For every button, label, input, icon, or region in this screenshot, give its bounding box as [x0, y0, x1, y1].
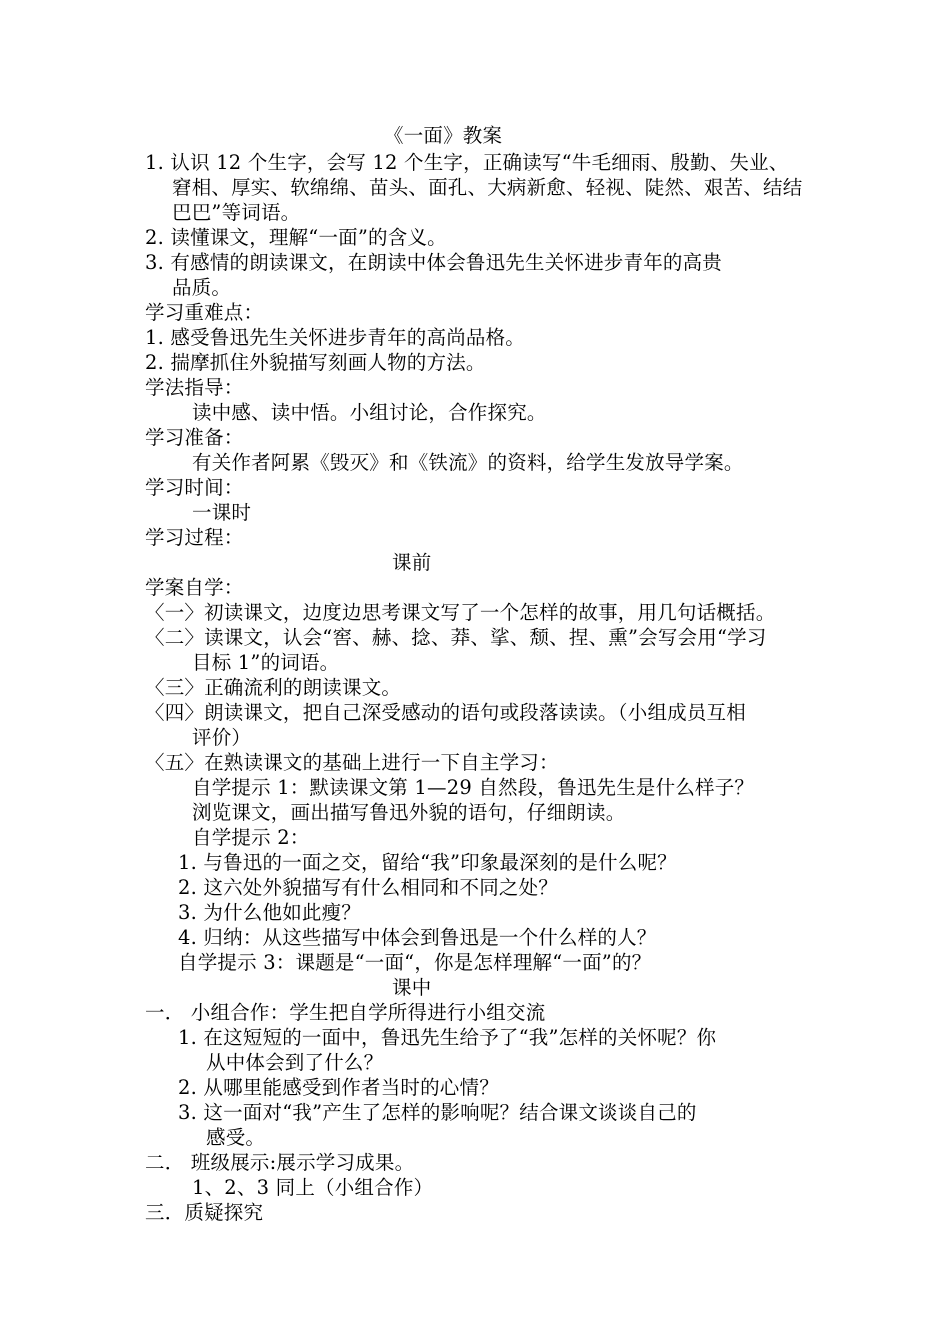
part-1-question-3-line-2: 感受。	[206, 1126, 266, 1149]
method-text: 读中感、读中悟。小组讨论，合作探究。	[192, 401, 547, 424]
self-study-item-3: 〈三〉正确流利的朗读课文。	[145, 676, 402, 699]
part-1-question-1-line-2: 从中体会到了什么？	[206, 1051, 384, 1074]
self-study-item-4-line-1: 〈四〉朗读课文，把自己深受感动的语句或段落读读。（小组成员互相	[145, 701, 746, 724]
in-class-part-2: 二． 班级展示:展示学习成果。	[145, 1151, 415, 1174]
tip-2-question-2: 2. 这六处外貌描写有什么相同和不同之处？	[178, 876, 559, 899]
self-study-item-5: 〈五〉在熟读课文的基础上进行一下自主学习：	[145, 751, 559, 774]
tip-2-heading: 自学提示 2：	[192, 826, 310, 849]
in-class-title: 课中	[392, 976, 432, 999]
preparation-heading: 学习准备：	[145, 426, 244, 449]
part-1-question-3-line-1: 3. 这一面对“我”产生了怎样的影响呢？结合课文谈谈自己的	[178, 1101, 697, 1124]
part-1-question-1-line-1: 1. 在这短短的一面中，鲁迅先生给予了“我”怎样的关怀呢？你	[178, 1026, 717, 1049]
self-study-item-2-line-1: 〈二〉读课文，认会“窖、赫、捻、莽、挲、颓、捏、熏”会写会用“学习	[145, 626, 767, 649]
tip-2-question-3: 3. 为什么他如此瘦？	[178, 901, 362, 924]
difficulties-heading: 学习重难点：	[145, 301, 264, 324]
process-heading: 学习过程：	[145, 526, 244, 549]
method-heading: 学法指导：	[145, 376, 244, 399]
objective-1-line-2: 窘相、厚实、软绵绵、苗头、面孔、大病新愈、轻视、陡然、艰苦、结结	[172, 176, 803, 199]
time-heading: 学习时间：	[145, 476, 244, 499]
in-class-part-3: 三．质疑探究	[145, 1201, 264, 1224]
before-class-title: 课前	[392, 551, 432, 574]
difficulty-2: 2. 揣摩抓住外貌描写刻画人物的方法。	[145, 351, 486, 374]
objective-2: 2. 读懂课文，理解“一面”的含义。	[145, 226, 447, 249]
self-study-item-2-line-2: 目标 1”的词语。	[192, 651, 340, 674]
self-study-heading: 学案自学：	[145, 576, 244, 599]
self-study-item-1: 〈一〉初读课文，边度边思考课文写了一个怎样的故事，用几句话概括。	[145, 601, 776, 624]
objective-1-line-3: 巴巴”等词语。	[172, 201, 301, 224]
part-1-question-2: 2. 从哪里能感受到作者当时的心情？	[178, 1076, 499, 1099]
preparation-text: 有关作者阿累《毁灭》和《铁流》的资料，给学生发放导学案。	[192, 451, 744, 474]
tip-1-line-1: 自学提示 1：默读课文第 1—29 自然段，鲁迅先生是什么样子？	[192, 776, 755, 799]
tip-1-line-2: 浏览课文，画出描写鲁迅外貌的语句，仔细朗读。	[192, 801, 626, 824]
objective-3-line-2: 品质。	[172, 276, 232, 299]
document-title: 《一面》教案	[384, 124, 503, 147]
objective-3-line-1: 3. 有感情的朗读课文，在朗读中体会鲁迅先生关怀进步青年的高贵	[145, 251, 723, 274]
tip-3: 自学提示 3：课题是“一面“，你是怎样理解“一面”的？	[178, 951, 652, 974]
difficulty-1: 1. 感受鲁迅先生关怀进步青年的高尚品格。	[145, 326, 526, 349]
time-text: 一课时	[192, 501, 252, 524]
tip-2-question-1: 1. 与鲁迅的一面之交，留给“我”印象最深刻的是什么呢？	[178, 851, 677, 874]
part-2-sub: 1、2、3 同上（小组合作）	[192, 1176, 434, 1199]
in-class-part-1: 一． 小组合作：学生把自学所得进行小组交流	[145, 1001, 546, 1024]
tip-2-question-4: 4. 归纳：从这些描写中体会到鲁迅是一个什么样的人？	[178, 926, 657, 949]
objective-1-line-1: 1. 认识 12 个生字，会写 12 个生字，正确读写“牛毛细雨、殷勤、失业、	[145, 151, 789, 174]
self-study-item-4-line-2: 评价）	[192, 726, 252, 749]
